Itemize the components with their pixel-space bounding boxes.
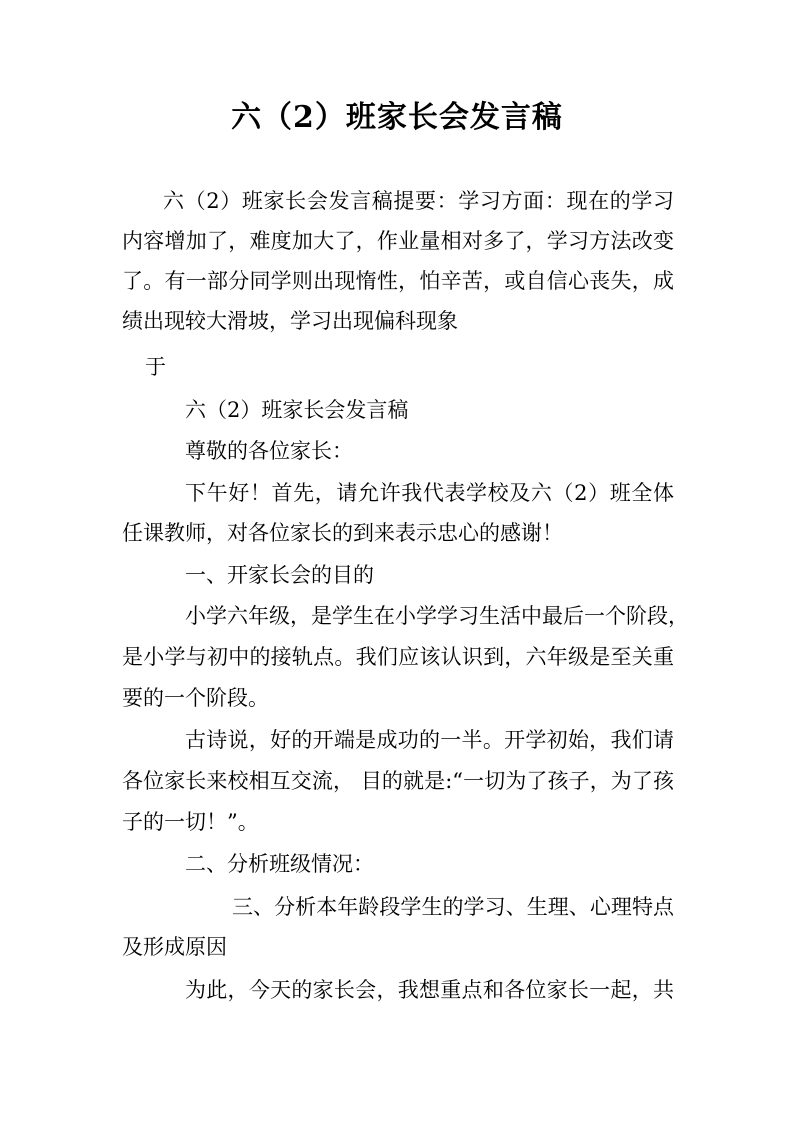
speech-heading: 六（2）班家长会发言稿	[185, 398, 409, 422]
stray-character: 于	[145, 355, 166, 379]
body-line: 是小学与初中的接轨点。我们应该认识到，六年级是至关重	[122, 645, 674, 669]
section-heading: 二、分析班级情况：	[185, 852, 374, 876]
body-line: 要的一个阶段。	[122, 686, 269, 710]
body-line: 各位家长来校相互交流， 目的就是:“一切为了孩子，为了孩	[122, 769, 674, 793]
summary-line: 了。有一部分同学则出现惰性，怕辛苦，或自信心丧失，成	[122, 269, 674, 293]
body-line: 小学六年级，是学生在小学学习生活中最后一个阶段，	[185, 604, 689, 628]
section-heading: 一、开家长会的目的	[185, 563, 374, 587]
section-heading: 三、分析本年龄段学生的学习、生理、心理特点	[232, 895, 674, 919]
body-line: 下午好！首先，请允许我代表学校及六（2）班全体	[185, 481, 674, 505]
body-line: 为此，今天的家长会，我想重点和各位家长一起，共	[185, 978, 674, 1002]
summary-line: 内容增加了，难度加大了，作业量相对多了，学习方法改变	[122, 229, 674, 253]
salutation: 尊敬的各位家长：	[185, 439, 353, 463]
body-line: 子的一切！”。	[122, 810, 259, 834]
section-heading: 及形成原因	[122, 935, 227, 959]
summary-line: 六（2）班家长会发言稿提要：学习方面：现在的学习	[163, 189, 674, 213]
summary-line: 绩出现较大滑坡，学习出现偏科现象	[122, 309, 458, 333]
body-line: 任课教师，对各位家长的到来表示忠心的感谢！	[122, 521, 563, 545]
document-title: 六（2）班家长会发言稿	[231, 100, 563, 135]
body-line: 古诗说，好的开端是成功的一半。开学初始，我们请	[185, 728, 674, 752]
